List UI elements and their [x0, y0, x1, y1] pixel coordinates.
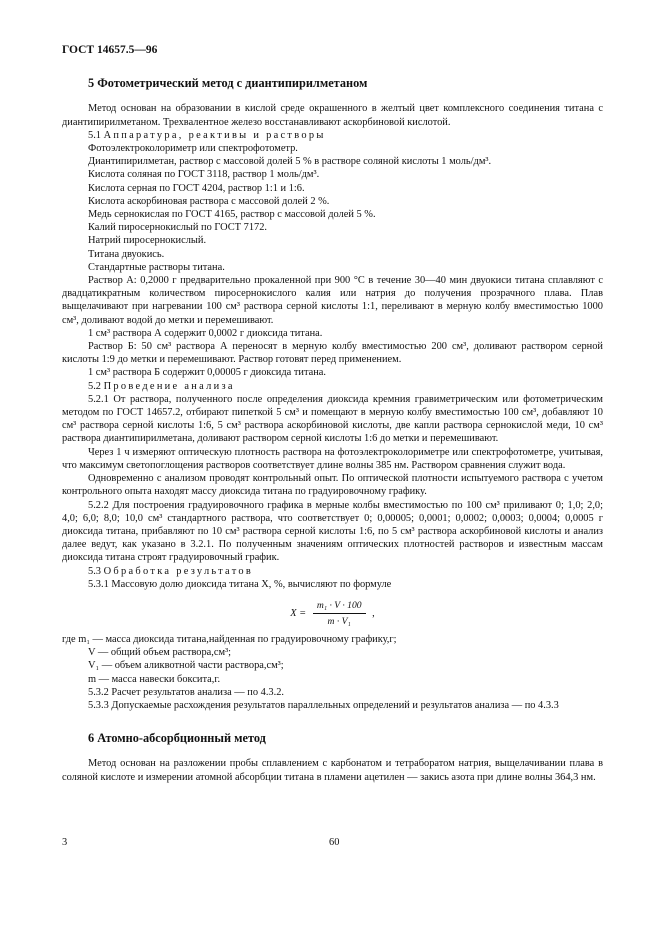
formula-fraction: [313, 599, 366, 628]
paragraph-5-3-2: 5.3.2 Расчет результатов анализа — по 4.3.2.: [88, 686, 285, 698]
list-item: Натрий пиросернокислый.: [88, 235, 207, 247]
legend-line: где m₁ — масса диоксида титана,найденная по градуировочному графику,г;: [62, 633, 397, 645]
subsection-title: Обработка результатов: [103, 565, 254, 577]
section-6-title: 6 Атомно-абсорбционный метод: [88, 731, 266, 746]
document-page: [62, 44, 603, 784]
subsection-5-3-heading: [62, 565, 603, 578]
formula-numerator: m₁ · V · 100: [313, 599, 366, 614]
legend-line: m — масса навески боксита,г.: [88, 673, 221, 685]
list-item: Диантипирилметан, раствор с массовой долей 5 % в растворе соляной кислоты 1 моль/дм³.: [88, 156, 492, 168]
list-item: Титана двуокись.: [88, 248, 165, 260]
subsection-5-1-heading: [62, 129, 603, 142]
section-5-intro: Метод основан на образовании в кислой среде окрашенного в желтый цвет комплексного соединения титана с диантипирилметаном. Трехвалентное железо восстанавливают аскорбиновой кислотой.: [62, 103, 603, 128]
formula: [62, 599, 603, 628]
section-6-intro: Метод основан на разложении пробы сплавлением с карбонатом и тетраборатом натрия, выщелачивании плава в соляной кислоте и измерении атомной абсорбции титана в пламени ацетилен — закись азота при длине волны 364,3 нм.: [62, 758, 603, 783]
page-number: 3: [62, 837, 68, 848]
subsection-title: Проведение анализа: [103, 380, 235, 392]
center-page-number: 60: [329, 837, 340, 848]
document-header: ГОСТ 14657.5—96: [62, 44, 158, 56]
list-item: Медь сернокислая по ГОСТ 4165, раствор с массовой долей 5 %.: [88, 209, 376, 221]
legend-line: V₁ — объем аликвотной части раствора,см³;: [88, 660, 284, 672]
list-item: Фотоэлектроколориметр или спектрофотометр.: [88, 143, 298, 155]
section-5-title: 5 Фотометрический метод с диантипирилметаном: [88, 76, 368, 91]
subsection-number: 5.2: [88, 380, 101, 392]
list-item: Калий пиросернокислый по ГОСТ 7172.: [88, 222, 268, 234]
formula-denominator: m · V₁: [327, 616, 351, 628]
paragraph-5-3-1: 5.3.1 Массовую долю диоксида титана X, %, вычисляют по формуле: [88, 578, 392, 590]
solution-b-text: Раствор Б: 50 см³ раствора А переносят в мерную колбу вместимостью 200 см³, доливают раствором серной кислоты 1:9 до метки и перемешивают. Раствор готовят перед применением.: [62, 341, 603, 366]
solution-a-text: Раствор А: 0,2000 г предварительно прокаленной при 900 °С в течение 30—40 мин двуокиси титана сплавляют с двадцатикратным количеством пиросернокислого калия или натрия до получения прозрачного плава. Плав выщелачивают при нагревании 100 см³ раствора серной кислоты 1:1, переливают в мерную колбу вместимостью 1000 см³, доливают водой до метки и перемешивают.: [62, 275, 603, 326]
legend-line: V — общий объем раствора,см³;: [88, 647, 232, 659]
formula-lhs: X =: [290, 608, 307, 620]
subsection-number: 5.1: [88, 129, 101, 141]
subsection-title: Аппаратура, реактивы и растворы: [103, 129, 326, 141]
formula-end: ,: [372, 608, 375, 620]
solution-b-content: 1 см³ раствора Б содержит 0,00005 г диоксида титана.: [88, 367, 327, 379]
paragraph-5-3-3: 5.3.3 Допускаемые расхождения результатов параллельных определений и результатов анализа — по 4.3.3: [88, 699, 559, 711]
list-item: Кислота соляная по ГОСТ 3118, раствор 1 моль/дм³.: [88, 169, 320, 181]
list-item: Кислота серная по ГОСТ 4204, раствор 1:1 и 1:6.: [88, 182, 305, 194]
list-item: Кислота аскорбиновая раствора с массовой долей 2 %.: [88, 195, 330, 207]
paragraph-5-2-1: 5.2.1 От раствора, полученного после определения диоксида кремния гравиметрическим или фотометрическим методом по ГОСТ 14657.2, отбирают пипеткой 5 см³ и помещают в мерную колбу вместимостью 100 см³, добавляют 10 см³ раствора серной кислоты 1:6, 5 см³ раствора аскорбиновой кислоты, две капли раствора сернокислой меди, 10 см³ раствора диантипирилметана, доливают раствором серной кислоты 1:6 до метки и перемешивают.: [62, 393, 603, 445]
subsection-number: 5.3: [88, 565, 101, 577]
paragraph-5-2-2: 5.2.2 Для построения градуировочного графика в мерные колбы вместимостью по 100 см³ приливают 0; 1,0; 2,0; 4,0; 6,0; 8,0; 10,0 см³ стандартного раствора, что соответствует 0; 0,00005; 0,0001; 0,0002; 0,0003; 0,0004; 0,0005 г диоксида титана, прибавляют по 10 см³ раствора серной кислоты 1:6, по 5 см³ раствора аскорбиновой кислоты и анализ далее ведут, как указано в 3.2.1. По полученным значениям оптических плотностей растворов и известным массам диоксида титана строят градуировочный график.: [62, 499, 603, 564]
solution-a-content: 1 см³ раствора А содержит 0,0002 г диоксида титана.: [88, 327, 323, 339]
subsection-5-2-heading: [62, 380, 603, 393]
list-item: Стандартные растворы титана.: [88, 261, 225, 273]
paragraph-5-2-1-control: Одновременно с анализом проводят контрольный опыт. По оптической плотности испытуемого раствора с учетом контрольного опыта находят массу диоксида титана по градуировочному графику.: [62, 473, 603, 498]
paragraph-5-2-1-measure: Через 1 ч измеряют оптическую плотность раствора на фотоэлектроколориметре или спектрофотометре, учитывая, что максимум светопоглощения растворов соответствует длине волны 385 нм. Раствором сравнения служит вода.: [62, 446, 603, 471]
